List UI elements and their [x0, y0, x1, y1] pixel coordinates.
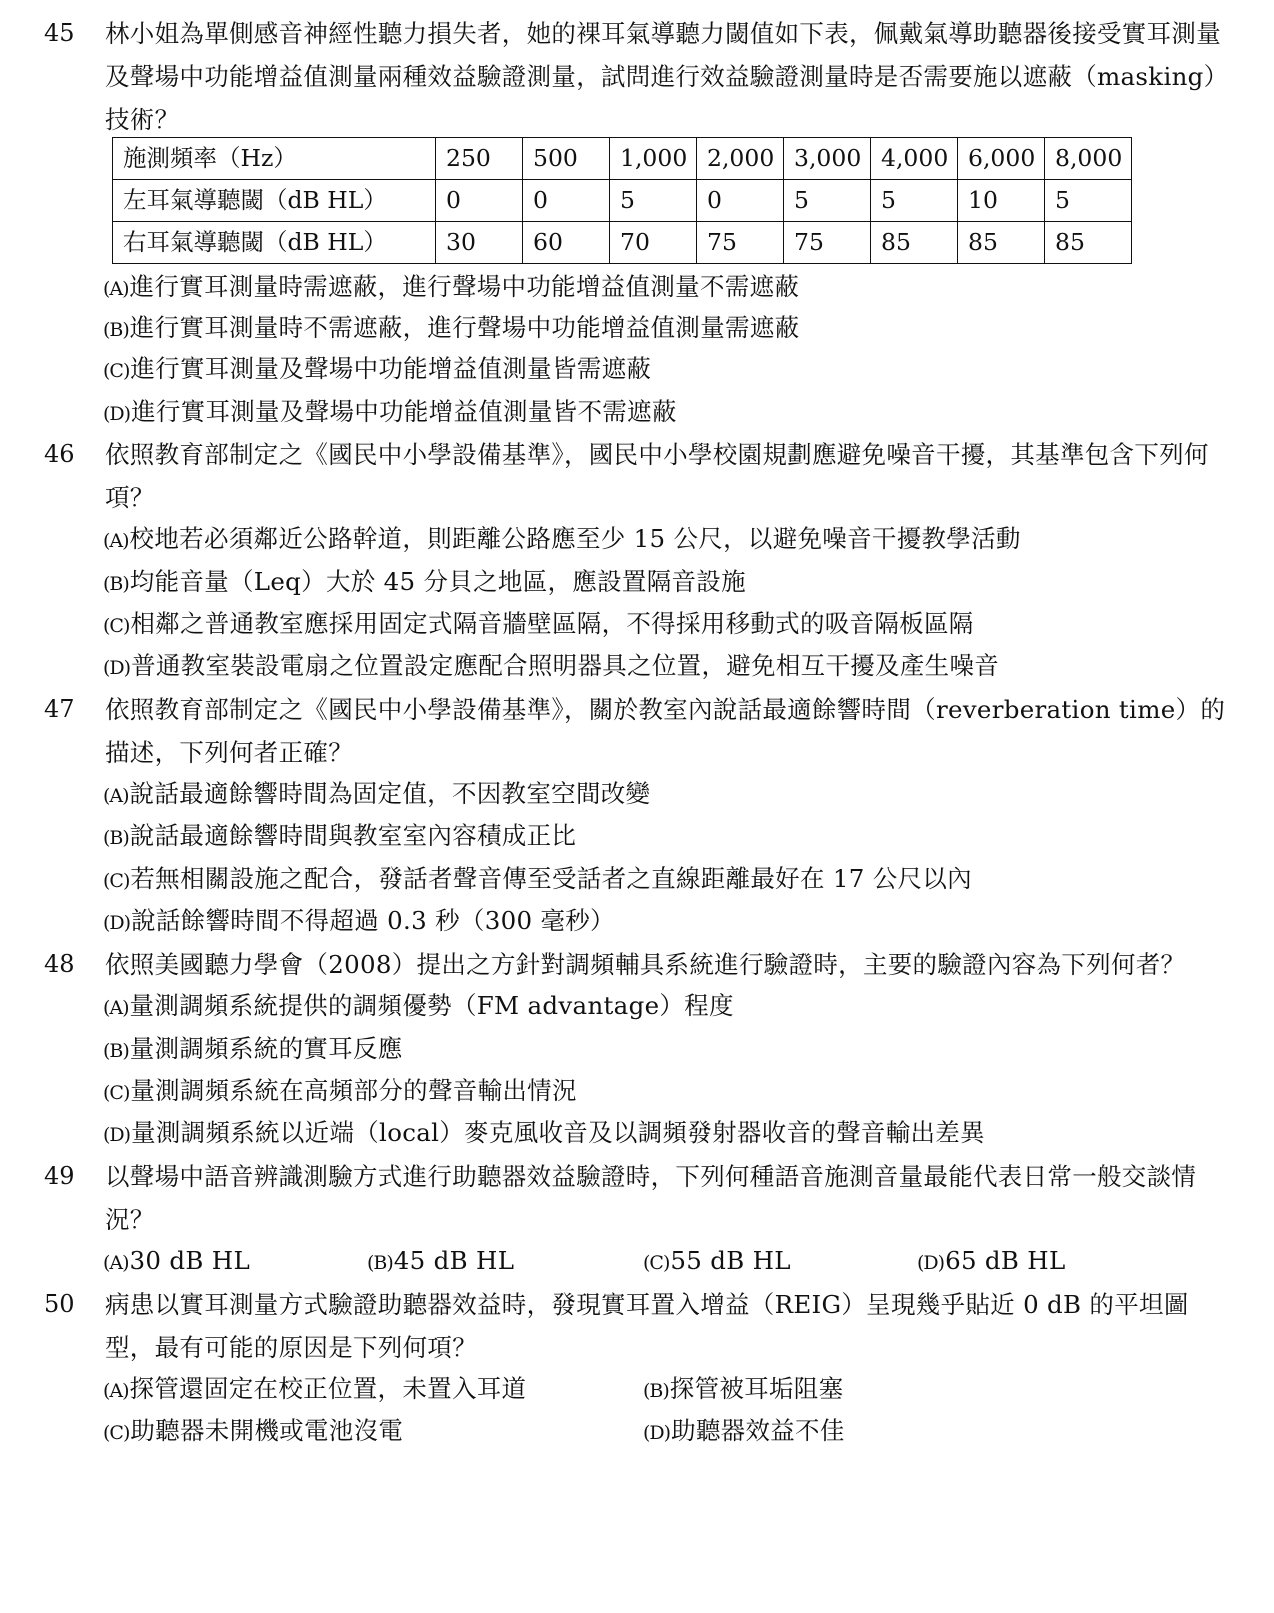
question-number: 48: [44, 950, 75, 978]
option-marker: (C): [643, 1252, 670, 1274]
option-a[interactable]: [103, 985, 734, 1029]
frequency-cell: 250: [436, 138, 523, 180]
option-marker: (B): [367, 1252, 393, 1274]
option-text: 普通教室裝設電扇之位置設定應配合照明器具之位置，避免相互干擾及產生噪音: [131, 651, 1000, 680]
option-marker: (C): [103, 870, 130, 892]
option-d[interactable]: [103, 1112, 985, 1156]
option-marker: (D): [917, 1252, 945, 1274]
threshold-cell: 5: [871, 180, 958, 222]
option-text: 量測調頻系統在高頻部分的聲音輸出情況: [130, 1076, 577, 1105]
option-text: 進行實耳測量及聲場中功能增益值測量皆需遮蔽: [130, 354, 652, 383]
frequency-cell: 4,000: [871, 138, 958, 180]
option-marker: (B): [103, 827, 129, 849]
option-text: 若無相關設施之配合，發話者聲音傳至受話者之直線距離最好在 17 公尺以內: [130, 864, 972, 893]
frequency-cell: 500: [523, 138, 610, 180]
option-marker: (D): [643, 1422, 671, 1444]
option-b[interactable]: [367, 1240, 514, 1284]
threshold-cell: 85: [958, 222, 1045, 264]
option-marker: (D): [103, 657, 131, 679]
option-d[interactable]: [917, 1240, 1066, 1284]
option-c[interactable]: [103, 603, 974, 647]
frequency-cell: 6,000: [958, 138, 1045, 180]
option-text: 相鄰之普通教室應採用固定式隔音牆壁區隔，不得採用移動式的吸音隔板區隔: [130, 609, 974, 638]
option-marker: (A): [103, 785, 129, 807]
option-text: 說話最適餘響時間與教室室內容積成正比: [129, 821, 577, 850]
option-marker: (B): [103, 1040, 129, 1062]
question-number: 49: [44, 1162, 75, 1190]
frequency-cell: 2,000: [697, 138, 784, 180]
option-c[interactable]: [103, 348, 651, 392]
option-b[interactable]: [643, 1368, 843, 1412]
option-text: 助聽器效益不佳: [671, 1416, 845, 1445]
question-number: 50: [44, 1290, 75, 1318]
threshold-cell: 60: [523, 222, 610, 264]
option-marker: (C): [103, 615, 130, 637]
option-text: 說話最適餘響時間為固定值，不因教室空間改變: [129, 779, 651, 808]
table-row-right-ear: [113, 222, 1132, 264]
threshold-cell: 5: [610, 180, 697, 222]
option-a[interactable]: [103, 1240, 250, 1284]
option-c[interactable]: [103, 1410, 403, 1454]
option-text: 校地若必須鄰近公路幹道，則距離公路應至少 15 公尺，以避免噪音干擾教學活動: [129, 524, 1021, 553]
option-b[interactable]: [103, 1028, 403, 1072]
question-text: 依照教育部制定之《國民中小學設備基準》，關於教室內說話最適餘響時間（reverberation time）的描述，下列何者正確？: [105, 695, 1226, 767]
option-text: 量測調頻系統以近端（local）麥克風收音及以調頻發射器收音的聲音輸出差異: [131, 1118, 985, 1147]
option-text: 探管還固定在校正位置，未置入耳道: [129, 1374, 527, 1403]
question-text: 林小姐為單側感音神經性聽力損失者，她的裸耳氣導聽力閾值如下表，佩戴氣導助聽器後接受實耳測量及聲場中功能增益值測量兩種效益驗證測量，試問進行效益驗證測量時是否需要施以遮蔽（masking）技術？: [105, 19, 1229, 134]
threshold-cell: 85: [871, 222, 958, 264]
threshold-cell: 70: [610, 222, 697, 264]
frequency-cell: 3,000: [784, 138, 871, 180]
row-label: 右耳氣導聽閾（dB HL）: [113, 222, 436, 264]
option-marker: (D): [103, 912, 131, 934]
table-row-left-ear: [113, 180, 1132, 222]
threshold-cell: 0: [436, 180, 523, 222]
option-marker: (B): [103, 573, 129, 595]
option-marker: (B): [643, 1380, 669, 1402]
option-marker: (A): [103, 997, 129, 1019]
option-text: 55 dB HL: [670, 1246, 791, 1275]
threshold-cell: 85: [1045, 222, 1132, 264]
option-marker: (D): [103, 403, 131, 425]
option-text: 量測調頻系統的實耳反應: [129, 1034, 403, 1063]
threshold-cell: 75: [697, 222, 784, 264]
option-marker: (C): [103, 1082, 130, 1104]
option-b[interactable]: [103, 307, 799, 351]
hearing-threshold-table: [112, 137, 1132, 264]
question-text: 依照美國聽力學會（2008）提出之方針對調頻輔具系統進行驗證時，主要的驗證內容為下列何者？: [105, 950, 1186, 979]
option-text: 說話餘響時間不得超過 0.3 秒（300 毫秒）: [131, 906, 615, 935]
question-number: 47: [44, 695, 75, 723]
option-text: 助聽器未開機或電池沒電: [130, 1416, 404, 1445]
option-c[interactable]: [103, 858, 972, 902]
question-text: 依照教育部制定之《國民中小學設備基準》，國民中小學校園規劃應避免噪音干擾，其基準包含下列何項？: [105, 440, 1209, 512]
option-marker: (A): [103, 1380, 129, 1402]
option-marker: (C): [103, 360, 130, 382]
option-text: 進行實耳測量時不需遮蔽，進行聲場中功能增益值測量需遮蔽: [129, 313, 800, 342]
question-number: 46: [44, 440, 75, 468]
option-b[interactable]: [103, 561, 746, 605]
option-d[interactable]: [103, 645, 999, 689]
option-text: 均能音量（Leq）大於 45 分貝之地區，應設置隔音設施: [129, 567, 746, 596]
option-d[interactable]: [643, 1410, 845, 1454]
option-marker: (A): [103, 1252, 129, 1274]
threshold-cell: 0: [523, 180, 610, 222]
option-a[interactable]: [103, 1368, 526, 1412]
option-c[interactable]: [643, 1240, 791, 1284]
option-a[interactable]: [103, 266, 799, 310]
threshold-cell: 5: [784, 180, 871, 222]
table-header-label: 施測頻率（Hz）: [113, 138, 436, 180]
question-text: 病患以實耳測量方式驗證助聽器效益時，發現實耳置入增益（REIG）呈現幾乎貼近 0 dB 的平坦圖型，最有可能的原因是下列何項？: [105, 1290, 1189, 1362]
threshold-cell: 75: [784, 222, 871, 264]
option-d[interactable]: [103, 391, 677, 435]
option-d[interactable]: [103, 900, 615, 944]
question-text: 以聲場中語音辨識測驗方式進行助聽器效益驗證時，下列何種語音施測音量最能代表日常一般交談情況？: [105, 1162, 1197, 1234]
option-text: 65 dB HL: [945, 1246, 1066, 1275]
threshold-cell: 0: [697, 180, 784, 222]
threshold-cell: 30: [436, 222, 523, 264]
option-a[interactable]: [103, 773, 650, 817]
option-text: 探管被耳垢阻塞: [669, 1374, 844, 1403]
option-text: 進行實耳測量時需遮蔽，進行聲場中功能增益值測量不需遮蔽: [129, 272, 800, 301]
threshold-cell: 10: [958, 180, 1045, 222]
option-c[interactable]: [103, 1070, 577, 1114]
option-text: 45 dB HL: [393, 1246, 515, 1275]
question-number: 45: [44, 19, 75, 47]
option-marker: (A): [103, 530, 129, 552]
threshold-cell: 5: [1045, 180, 1132, 222]
option-marker: (A): [103, 278, 129, 300]
option-text: 30 dB HL: [129, 1246, 251, 1275]
option-a[interactable]: [103, 518, 1021, 562]
frequency-cell: 8,000: [1045, 138, 1132, 180]
table-row-frequency: [113, 138, 1132, 180]
row-label: 左耳氣導聽閾（dB HL）: [113, 180, 436, 222]
option-b[interactable]: [103, 815, 576, 859]
option-marker: (B): [103, 319, 129, 341]
option-text: 量測調頻系統提供的調頻優勢（FM advantage）程度: [129, 991, 734, 1020]
frequency-cell: 1,000: [610, 138, 697, 180]
option-marker: (C): [103, 1422, 130, 1444]
option-marker: (D): [103, 1124, 131, 1146]
option-text: 進行實耳測量及聲場中功能增益值測量皆不需遮蔽: [131, 397, 677, 426]
